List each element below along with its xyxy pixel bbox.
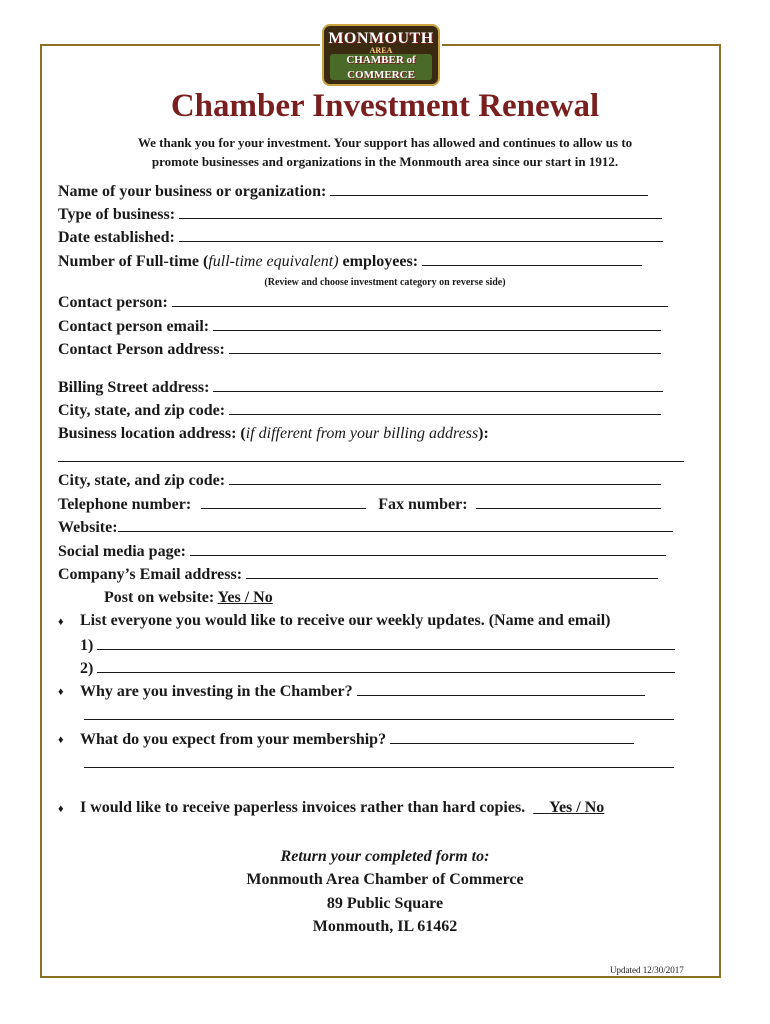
entry-1-label: 1) [80,637,94,654]
post-website-label: Post on website: [104,589,218,606]
contact-address-label: Contact Person address: [58,341,225,358]
post-website-row [104,588,273,608]
weekly-updates-label: List everyone you would like to receive our weekly updates. (Name and email) [80,612,611,629]
updated-date: Updated 12/30/2017 [610,965,684,975]
contact-person-field[interactable] [172,292,668,307]
phone-fax-row [58,494,661,515]
business-type-row [58,204,662,225]
city-state-zip-field-2[interactable] [229,470,661,485]
contact-address-field[interactable] [229,339,661,354]
website-field[interactable] [118,517,673,532]
paperless-label: I would like to receive paperless invoices rather than hard copies. [80,799,526,816]
telephone-field[interactable] [201,494,366,509]
logo-line-2: AREA [369,46,393,55]
telephone-label: Telephone number: [58,496,192,513]
why-investing-line-2 [84,705,674,726]
return-street: 89 Public Square [326,895,444,912]
why-investing-field[interactable] [357,681,645,696]
fulltime-employees-field[interactable] [422,251,642,266]
weekly-entry-field-1[interactable] [97,635,675,650]
social-media-row [58,541,666,562]
intro-line-1: We thank you for your investment. Your support has allowed and continues to allow us to [137,135,633,150]
weekly-entry-field-2[interactable] [97,658,675,673]
company-email-label: Company’s Email address: [58,566,243,583]
date-established-label: Date established: [58,229,175,246]
weekly-entry-row-2 [80,658,675,679]
intro-line-2: promote businesses and organizations in the Monmouth area since our start in 1912. [151,154,619,169]
contact-person-label: Contact person: [58,294,168,311]
review-note: (Review and choose investment category on reverse side) [264,277,506,288]
fulltime-label-suffix: employees: [338,253,419,270]
fulltime-label-prefix: Number of Full-time ( [58,253,209,270]
expectations-row [80,729,634,750]
contact-email-field[interactable] [213,316,661,331]
company-email-field[interactable] [246,564,658,579]
date-established-field[interactable] [179,227,663,242]
weekly-entry-row-1 [80,635,675,656]
fax-field[interactable] [476,494,661,509]
contact-person-row [58,292,668,313]
location-address-field[interactable] [58,447,684,462]
date-established-row [58,227,663,248]
chamber-logo [320,22,442,88]
return-org: Monmouth Area Chamber of Commerce [246,871,524,888]
bullet-icon: ♦ [58,734,64,746]
logo-line-3: CHAMBER of [346,54,416,66]
bullet-icon: ♦ [58,803,64,815]
billing-address-field[interactable] [213,377,663,392]
return-heading: Return your completed form to: [280,848,490,865]
return-city: Monmouth, IL 61462 [312,918,458,935]
city-state-zip-label-1: City, state, and zip code: [58,402,226,419]
location-address-row [58,424,489,444]
billing-address-label: Billing Street address: [58,379,210,396]
business-name-row [58,181,648,202]
city-state-zip-label-2: City, state, and zip code: [58,472,226,489]
website-label: Website: [58,519,118,536]
bullet-icon: ♦ [58,616,64,628]
business-type-field[interactable] [179,204,662,219]
expectations-field-2[interactable] [84,753,674,768]
bullet-icon: ♦ [58,686,64,698]
social-media-field[interactable] [190,541,666,556]
location-label-italic: if different from your billing address [245,425,479,442]
contact-email-label: Contact person email: [58,318,210,335]
post-website-choice[interactable]: Yes / No [217,589,273,606]
contact-email-row [58,316,661,337]
expectations-field[interactable] [390,729,634,744]
paperless-row [80,798,604,818]
page-title: Chamber Investment Renewal [170,88,600,124]
logo-line-4: COMMERCE [347,69,415,81]
fulltime-employees-row [58,251,642,272]
website-row [58,517,673,538]
location-address-line [58,447,684,468]
entry-2-label: 2) [80,660,94,677]
business-type-label: Type of business: [58,206,176,223]
business-name-field[interactable] [330,181,648,196]
fax-label: Fax number: [378,496,468,513]
billing-address-row [58,377,663,398]
location-label-prefix: Business location address: ( [58,425,246,442]
logo-badge [322,24,440,86]
company-email-row [58,564,658,585]
fulltime-label-italic: full-time equivalent) [208,253,339,270]
paperless-choice[interactable] [533,799,604,816]
expectations-label: What do you expect from your membership? [80,731,387,748]
city-state-zip-row-2 [58,470,661,491]
paperless-choice-text: Yes / No [549,799,605,816]
city-state-zip-field-1[interactable] [229,400,661,415]
location-label-suffix: ): [478,425,489,442]
why-investing-field-2[interactable] [84,705,674,720]
social-media-label: Social media page: [58,543,186,560]
why-investing-row [80,681,645,702]
city-state-zip-row-1 [58,400,661,421]
contact-address-row [58,339,661,360]
logo-line-1: MONMOUTH [328,30,434,47]
business-name-label: Name of your business or organization: [58,183,327,200]
expectations-line-2 [84,753,674,774]
why-investing-label: Why are you investing in the Chamber? [80,683,353,700]
intro-text [60,133,710,171]
